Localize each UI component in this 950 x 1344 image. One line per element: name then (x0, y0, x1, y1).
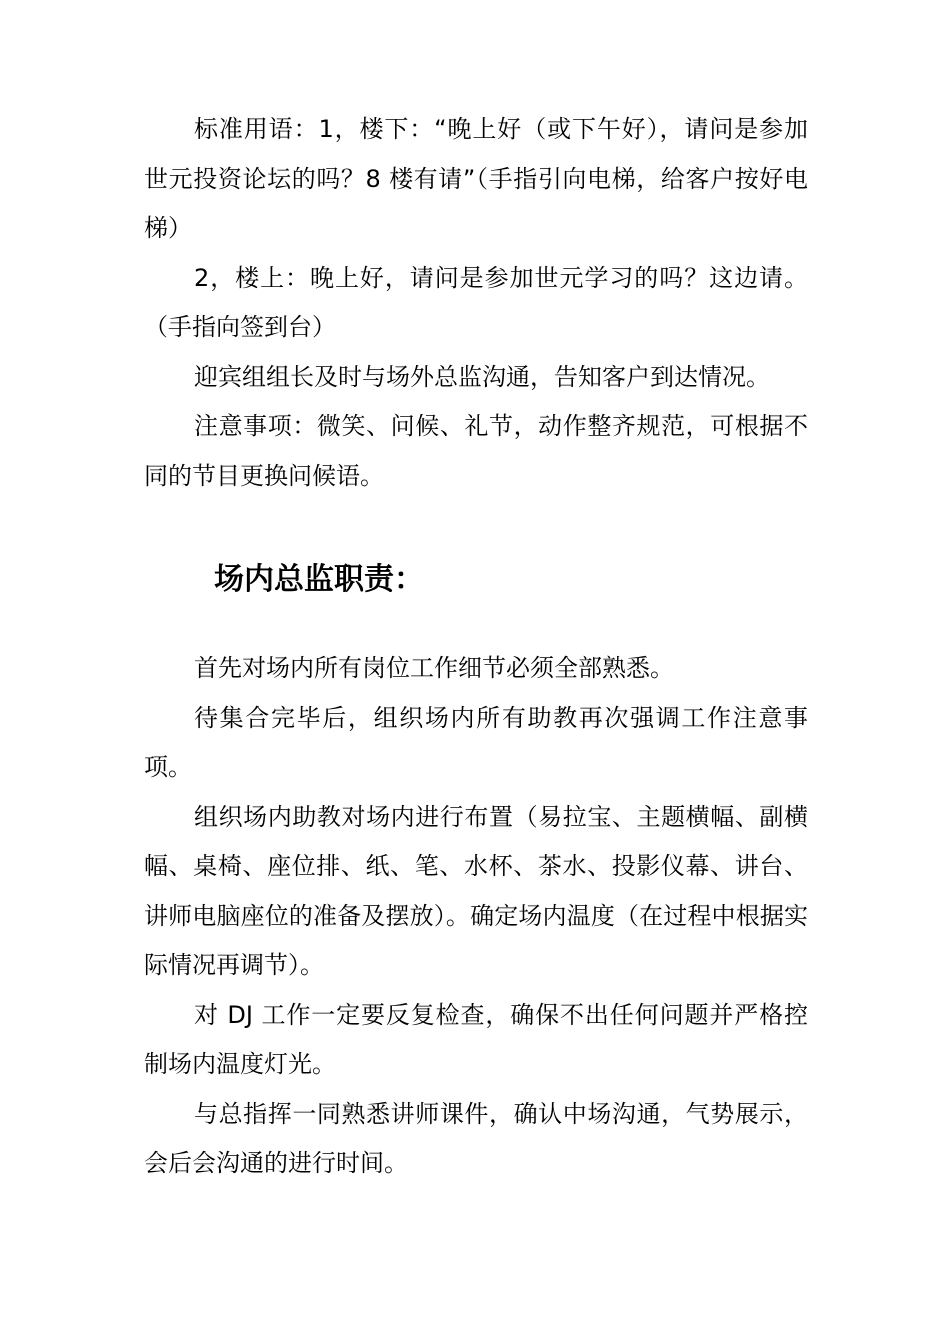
paragraph-notes: 注意事项：微笑、问候、礼节，动作整齐规范，可根据不同的节目更换问候语。 (144, 412, 808, 490)
paragraph-duty-1: 首先对场内所有岗位工作细节必须全部熟悉。 (194, 654, 674, 682)
paragraph-standard-phrases-upstairs: 2，楼上：晚上好，请问是参加世元学习的吗？这边请。（手指向签到台） (144, 263, 808, 341)
paragraph-greeting-leader: 迎宾组组长及时与场外总监沟通，告知客户到达情况。 (194, 362, 770, 391)
paragraph-duty-3: 组织场内助教对场内进行布置（易拉宝、主题横幅、副横幅、桌椅、座位排、纸、笔、水杯、茶水、投影仪幕、讲台、讲师电脑座位的准备及摆放）。确定场内温度（在过程中根据实际情况再调节）。 (144, 802, 808, 979)
document-body (144, 105, 808, 1189)
paragraph-duty-2: 待集合完毕后，组织场内所有助教再次强调工作注意事项。 (144, 703, 808, 781)
paragraph-standard-phrases-downstairs: 标准用语：1，楼下：“晚上好（或下午好），请问是参加世元投资论坛的吗？8 楼有请”（手指引向电梯，给客户按好电梯） (144, 115, 808, 242)
section-heading: 场内总监职责： (214, 562, 424, 597)
paragraph-duty-5: 与总指挥一同熟悉讲师课件，确认中场沟通，气势展示，会后会沟通的进行时间。 (144, 1099, 808, 1177)
paragraph-duty-4: 对 DJ 工作一定要反复检查，确保不出任何问题并严格控制场内温度灯光。 (144, 1000, 808, 1078)
